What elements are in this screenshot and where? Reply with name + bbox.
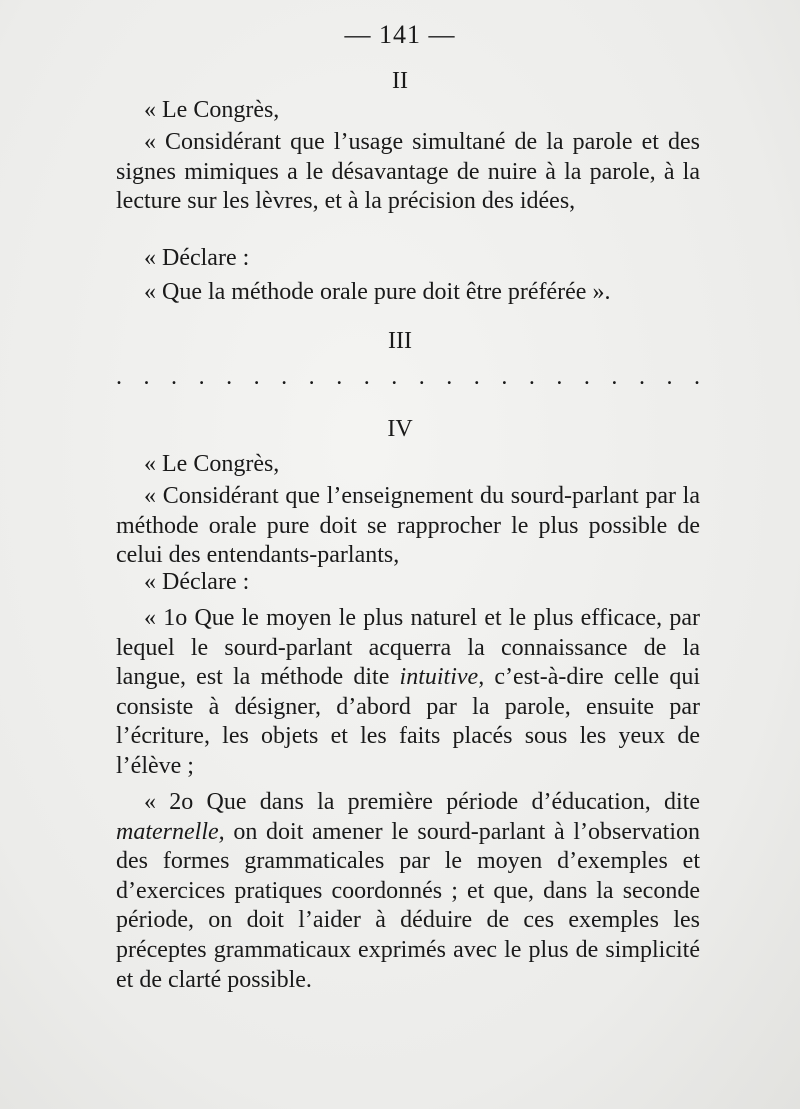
section-heading-iv: IV: [387, 416, 413, 442]
text-run: « 1o Que le moyen le plus naturel et le plus efficace, par lequel le sourd-parlant acquerra la connaissance de la langue, est la méthode dite: [116, 605, 700, 691]
paragraph: « Déclare :: [144, 569, 250, 595]
text-run: on doit amener le sourd-parlant à l’observation des formes grammaticales par le moyen d’exemples et d’exercices pratiques coordonnés ; et que, dans la seconde période, on doit l’aider à déduire de ces exemples les préceptes grammaticaux exprimés avec le plus de simplicité et de clarté possible.: [116, 818, 700, 993]
paragraph-point-2: [116, 788, 700, 995]
paragraph: « Considérant que l’enseignement du sourd-parlant par la méthode orale pure doit se rapprocher le plus possible de celui des entendants-parlants,: [116, 483, 700, 569]
paragraph-point-1: [116, 604, 700, 782]
omission-dots: . . . . . . . . . . . . . . . . . . . . . .: [116, 364, 700, 390]
paragraph: « Déclare :: [144, 245, 250, 271]
section-heading-ii: II: [392, 68, 408, 94]
italic-term: maternelle,: [116, 818, 225, 845]
paragraph: « Le Congrès,: [144, 451, 280, 477]
paragraph: « Considérant que l’usage simultané de la parole et des signes mimiques a le désavantage de nuire à la parole, à la lecture sur les lèvres, et à la précision des idées,: [116, 129, 700, 215]
paragraph: « Le Congrès,: [144, 97, 280, 123]
page-number: — 141 —: [344, 20, 456, 49]
text-run: « 2o Que dans la première période d’éducation, dite: [144, 789, 700, 815]
section-heading-iii: III: [388, 328, 412, 354]
italic-term: intuitive,: [399, 664, 485, 691]
paragraph: « Que la méthode orale pure doit être préférée ».: [144, 279, 611, 305]
text-run: c’est-à-dire celle qui consiste à désigner, d’abord par la parole, ensuite par l’écriture, les objets et les faits placés sous les yeux de l’élève ;: [116, 664, 700, 779]
